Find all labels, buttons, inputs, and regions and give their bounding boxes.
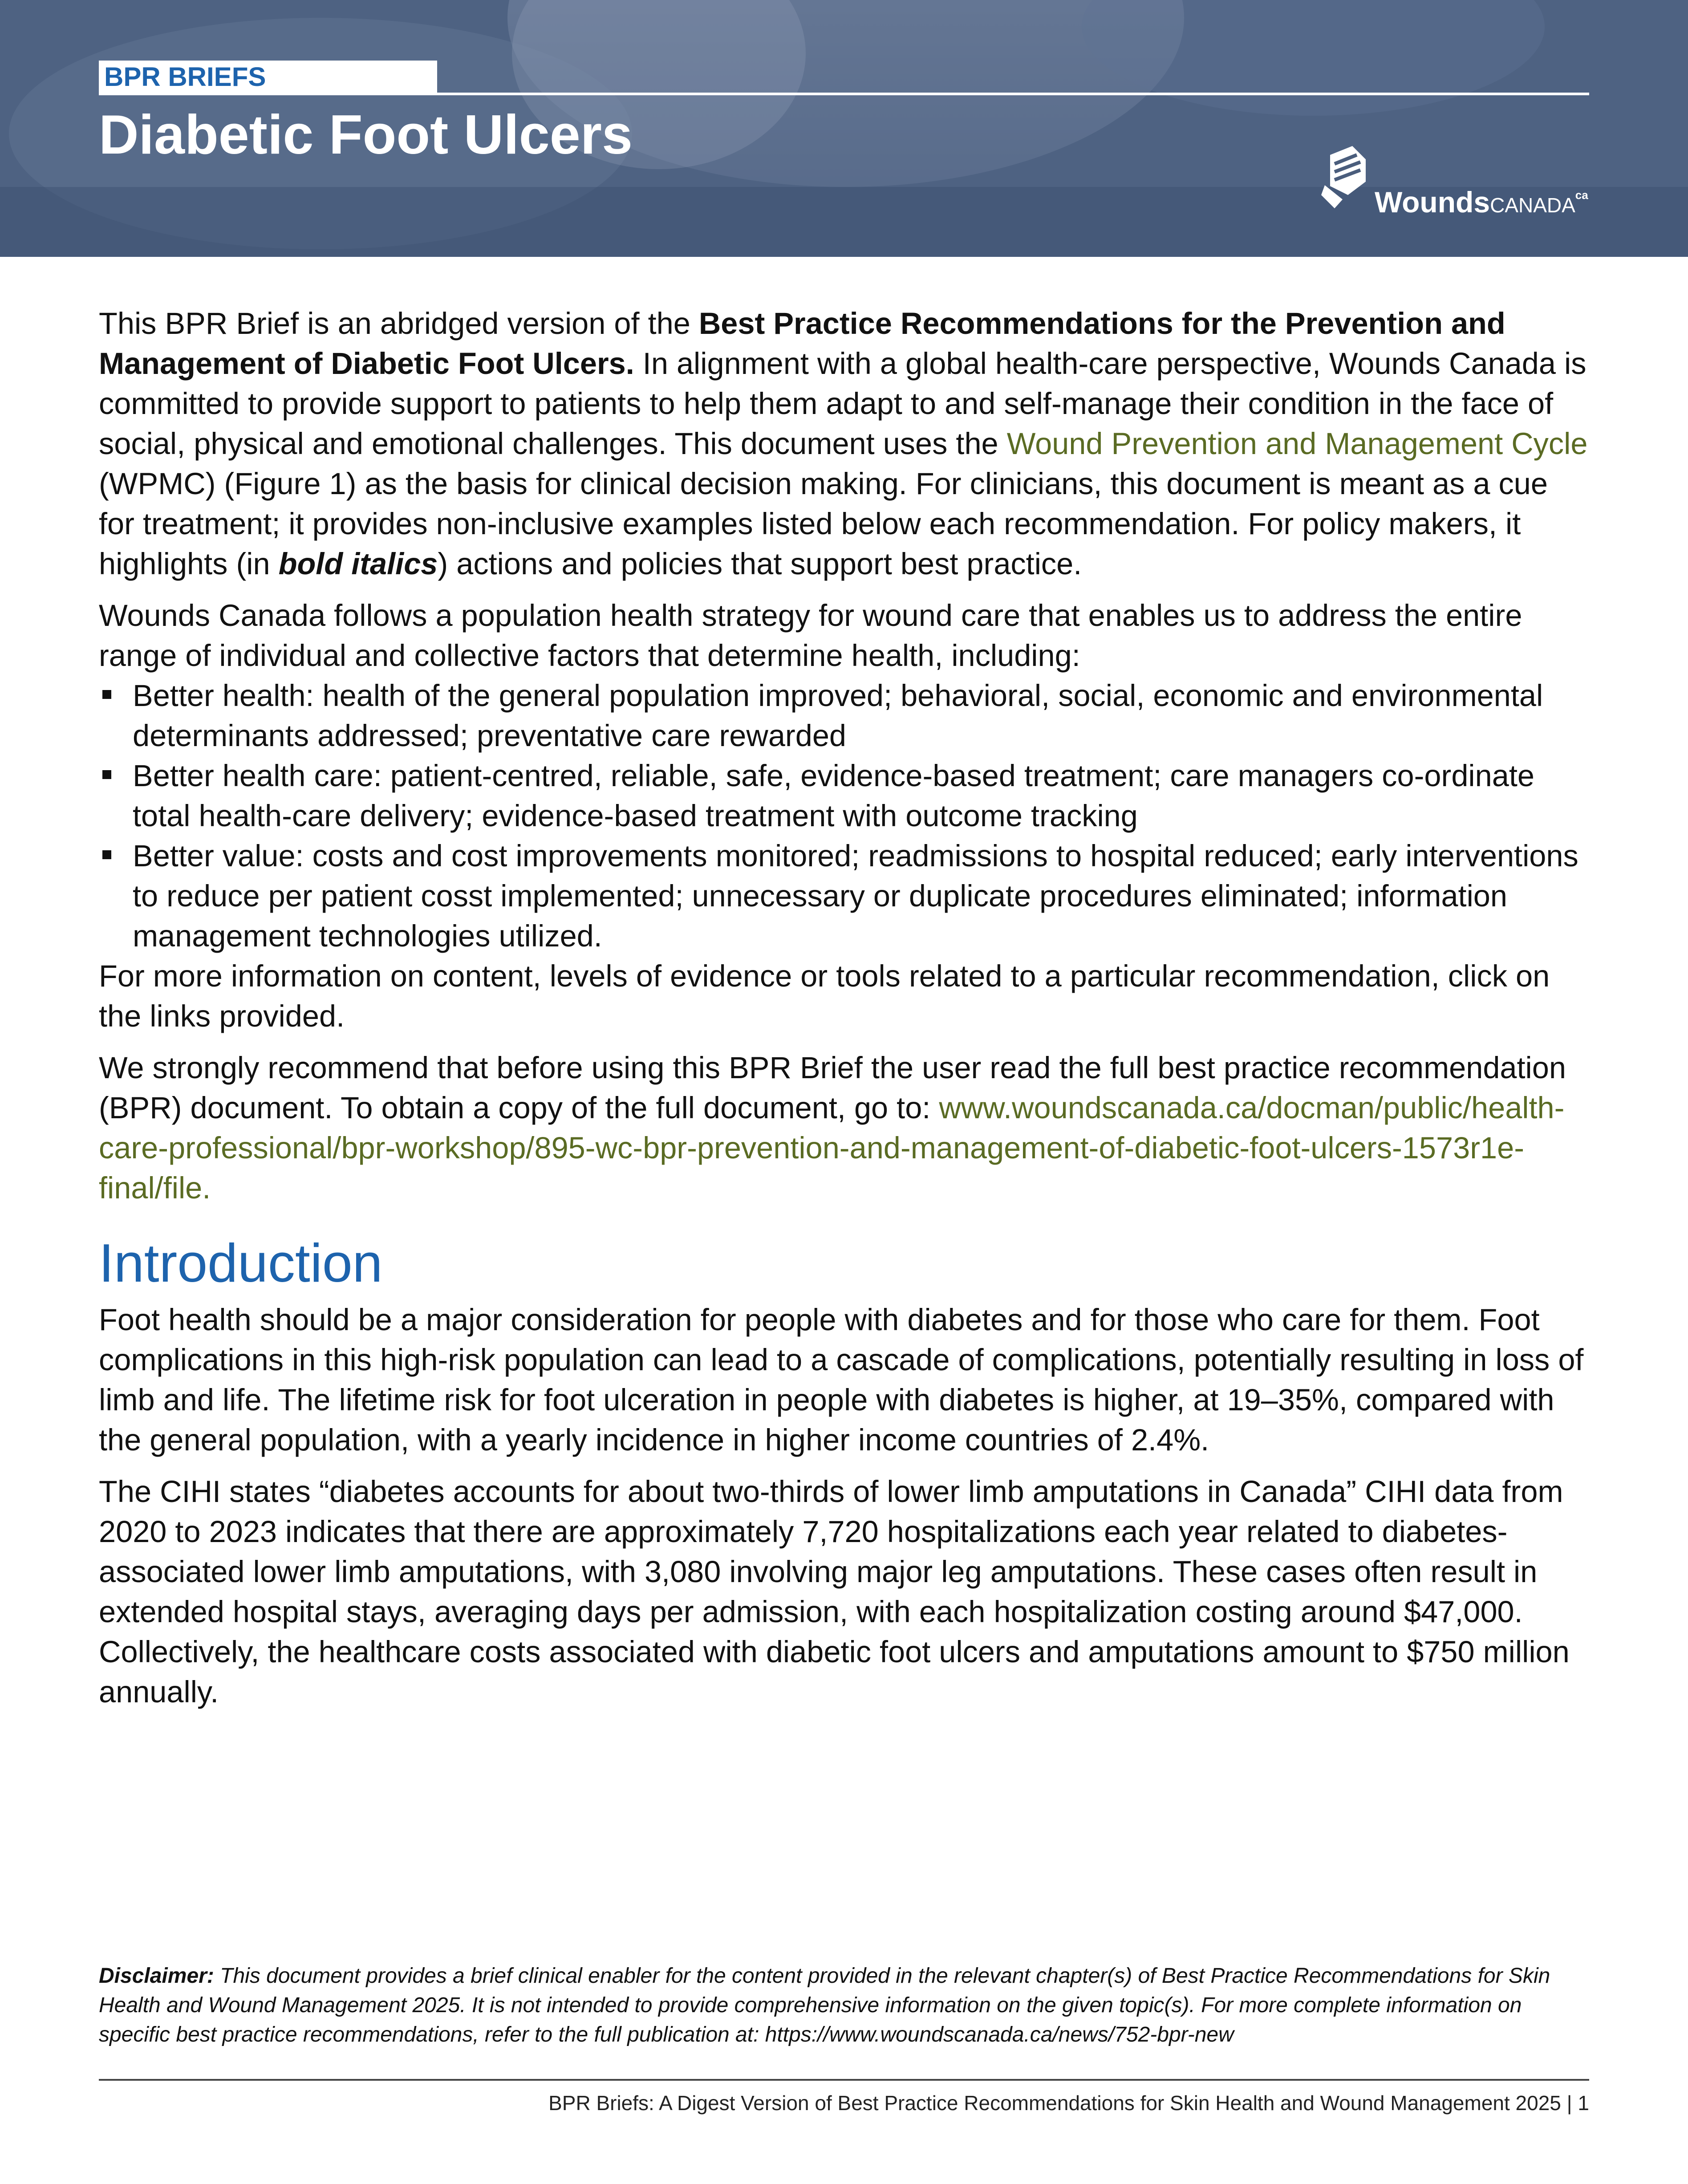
- bullet-square-icon: [102, 850, 111, 859]
- full-document-link[interactable]: www.woundscanada.ca/docman/public/health-care-professional/bpr-workshop/895-wc-bpr-prevention-and-management-of-diabetic-foot-ulcers-1573r1e-final/file.: [99, 1091, 1565, 1205]
- main-content: [99, 304, 1589, 1712]
- logo-sub: CANADA: [1490, 194, 1575, 217]
- disclaimer-label: Disclaimer:: [99, 1964, 214, 1988]
- intro-paragraph-3: For more information on content, levels of evidence or tools related to a particular recommendation, click on the links provided.: [99, 959, 1550, 1033]
- bpr-title-bold: Best Practice Recommendations for the Prevention and Management of Diabetic Foot Ulcers.: [99, 306, 1505, 381]
- header-banner: [0, 0, 1688, 257]
- hands-logo-icon: [1321, 146, 1370, 212]
- list-item: Better health: health of the general population improved; behavioral, social, economic and environmental determinants addressed; preventative care rewarded: [99, 676, 1589, 756]
- logo-word: Wounds: [1375, 186, 1490, 219]
- wounds-canada-logo: [1321, 142, 1594, 218]
- list-item: Better health care: patient-centred, reliable, safe, evidence-based treatment; care managers co-ordinate total health-care delivery; evidence-based treatment with outcome tracking: [99, 756, 1589, 836]
- header-divider: [99, 93, 1589, 95]
- intro-paragraph-4: We strongly recommend that before using this BPR Brief the user read the full best practice recommendation (BPR) document. To obtain a copy of the full document, go to: www.woundscanada.ca/docman/public/health-care-professional/bpr-workshop/895-wc-bpr-prevention-and-management-of-diabetic-foot-ulcers-1573r1e-final/file.: [99, 1051, 1566, 1205]
- disclaimer-text: This document provides a brief clinical enabler for the content provided in the relevant chapter(s) of Best Practice Recommendations for Skin Health and Wound Management 2025. It is not intended to provide comprehensive information on the given topic(s). For more complete information on specific best practice recommendations, refer to the full publication at: https://www.woundscanada.ca/news/752-bpr-new: [99, 1964, 1550, 2046]
- series-label: BPR BRIEFS: [99, 61, 437, 93]
- introduction-paragraph-1: Foot health should be a major consideration for people with diabetes and for those who care for them. Foot complications in this high-risk population can lead to a cascade of complications, potentially resulting in loss of limb and life. The lifetime risk for foot ulceration in people with diabetes is higher, at 19–35%, compared with the general population, with a yearly incidence in higher income countries of 2.4%.: [99, 1303, 1584, 1457]
- footer-divider: [99, 2079, 1589, 2081]
- page-footer: BPR Briefs: A Digest Version of Best Practice Recommendations for Skin Health and Wound Management 2025 | 1: [548, 2091, 1589, 2115]
- bullet-square-icon: [102, 770, 111, 779]
- logo-superscript: ca: [1575, 188, 1588, 202]
- intro-paragraph-1: This BPR Brief is an abridged version of the Best Practice Recommendations for the Prevention and Management of Diabetic Foot Ulcers. In alignment with a global health-care perspective, Wounds Canada is committed to provide support to patients to help them adapt to and self-manage their condition in the face of social, physical and emotional challenges. This document uses the Wound Prevention and Management Cycle (WPMC) (Figure 1) as the basis for clinical decision making. For clinicians, this document is meant as a cue for treatment; it provides non-inclusive examples listed below each recommendation. For policy makers, it highlights (in bold italics) actions and policies that support best practice.: [99, 306, 1588, 581]
- document-title: Diabetic Foot Ulcers: [99, 104, 633, 166]
- wpmc-link[interactable]: Wound Prevention and Management Cycle: [1006, 426, 1588, 461]
- disclaimer: [99, 1961, 1589, 2050]
- introduction-paragraph-2: The CIHI states “diabetes accounts for about two-thirds of lower limb amputations in Canada” CIHI data from 2020 to 2023 indicates that there are approximately 7,720 hospitalizations each year related to diabetes-associated lower limb amputations, with 3,080 involving major leg amputations. These cases often result in extended hospital stays, averaging days per admission, with each hospitalization costing around $47,000. Collectively, the healthcare costs associated with diabetic foot ulcers and amputations amount to $750 million annually.: [99, 1474, 1570, 1709]
- list-item: Better value: costs and cost improvements monitored; readmissions to hospital reduced; early interventions to reduce per patient cosst implemented; unnecessary or duplicate procedures eliminated; information management technologies utilized.: [99, 836, 1589, 956]
- health-strategy-list: [99, 676, 1589, 956]
- intro-paragraph-2: Wounds Canada follows a population health strategy for wound care that enables us to address the entire range of individual and collective factors that determine health, including:: [99, 598, 1522, 673]
- introduction-heading: Introduction: [99, 1233, 383, 1293]
- bullet-square-icon: [102, 690, 111, 699]
- bold-italics-note: bold italics: [278, 547, 438, 581]
